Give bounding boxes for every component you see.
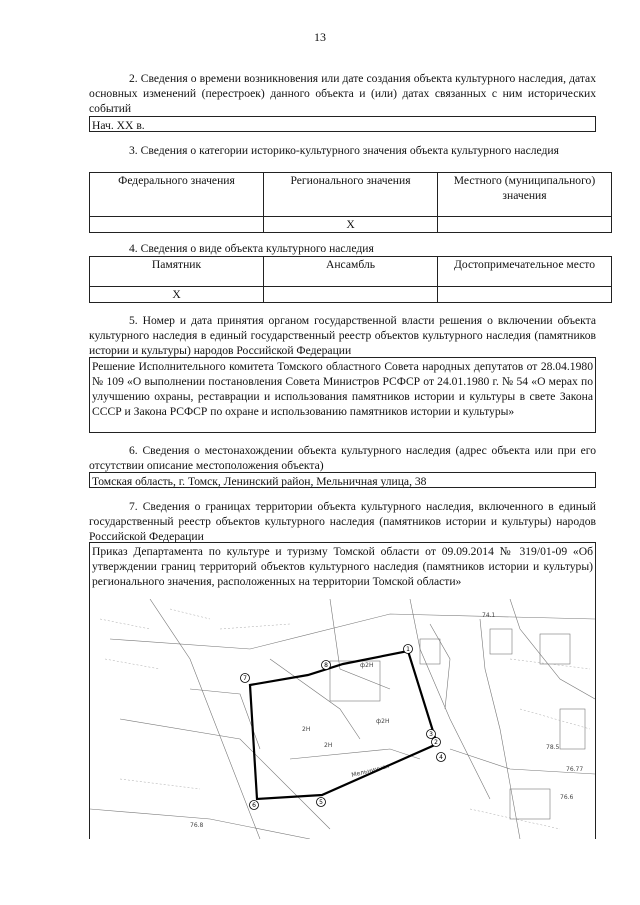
svg-text:4: 4 <box>439 754 443 761</box>
section-5-heading: 5. Номер и дата принятия органом государственной власти решения о включении объекта культурного наследия в единый государственный реестр объектов культурного наследия (памятников истории и культуры) народов Российской Федерации <box>89 314 596 357</box>
val-ensemble <box>264 287 438 303</box>
boundary-point-3 <box>427 730 436 739</box>
map-label-h: 76.6 <box>560 794 574 801</box>
section-3-table <box>89 172 612 233</box>
svg-text:5: 5 <box>319 799 323 806</box>
section-6-heading: 6. Сведения о местонахождении объекта культурного наследия (адрес объекта или при его отсутствии описание местоположения объекта) <box>89 444 596 472</box>
col-landmark: Достопримечательное место <box>438 257 612 287</box>
section-7-heading: 7. Сведения о границах территории объекта культурного наследия, включенного в единый государственный реестр объектов культурного наследия (памятников истории и культуры) народов Российской Федерации <box>89 500 596 543</box>
svg-text:3: 3 <box>429 731 433 738</box>
boundary-point-6 <box>250 801 259 810</box>
col-monument: Памятник <box>90 257 264 287</box>
section-2-heading: 2. Сведения о времени возникновения или дате создания объекта культурного наследия, датах основных изменений (перестроек) данного объекта и (или) датах связанных с ним исторических событий <box>89 72 596 115</box>
val-landmark <box>438 287 612 303</box>
map-label-d: ф2Н <box>360 662 374 669</box>
boundary-point-8 <box>322 661 331 670</box>
svg-text:1: 1 <box>406 646 410 653</box>
boundary-point-4 <box>437 753 446 762</box>
svg-text:2: 2 <box>434 739 438 746</box>
val-local <box>438 217 612 233</box>
map-label-g: 76.77 <box>566 766 584 773</box>
map-label-f: 78.5 <box>546 744 560 751</box>
val-monument: Х <box>90 287 264 303</box>
map-hatching <box>100 609 590 829</box>
svg-text:8: 8 <box>324 662 328 669</box>
section-2-value: Нач. XX в. <box>89 116 596 132</box>
section-3-heading: 3. Сведения о категории историко-культурного значения объекта культурного наследия <box>129 144 559 157</box>
svg-text:7: 7 <box>243 675 247 682</box>
section-4-table <box>89 256 612 303</box>
map-label-i: 76.8 <box>190 822 204 829</box>
col-federal: Федерального значения <box>90 173 264 217</box>
map-label-b: 2Н <box>324 742 333 749</box>
val-regional: Х <box>264 217 438 233</box>
boundary-point-1 <box>404 645 413 654</box>
map-street-label: Мельничная <box>350 762 391 779</box>
col-ensemble: Ансамбль <box>264 257 438 287</box>
map-drawing <box>90 599 595 839</box>
boundary-point-7 <box>241 674 250 683</box>
map-label-a: 2Н <box>302 726 311 733</box>
map-background-lines <box>90 599 595 839</box>
boundary-map <box>89 599 596 839</box>
col-local: Местного (муниципального) значения <box>438 173 612 217</box>
boundary-point-5 <box>317 798 326 807</box>
boundary-point-2 <box>432 738 441 747</box>
section-4-heading: 4. Сведения о виде объекта культурного наследия <box>129 242 374 255</box>
section-5-value: Решение Исполнительного комитета Томского областного Совета народных депутатов от 28.04.1980 № 109 «О выполнении постановления Совета Министров РСФСР от 24.01.1980 г. № 54 «О мерах по улучшению охраны, реставрации и использования памятников истории и культуры в свете Закона СССР и Закона РСФСР по охране и использованию памятников истории и культуры» <box>89 357 596 433</box>
svg-text:6: 6 <box>252 802 256 809</box>
col-regional: Регионального значения <box>264 173 438 217</box>
page-number: 13 <box>314 30 326 44</box>
section-6-value: Томская область, г. Томск, Ленинский район, Мельничная улица, 38 <box>89 472 596 488</box>
section-7-value: Приказ Департамента по культуре и туризму Томской области от 09.09.2014 № 319/01-09 «Об утверждении границ территорий объектов культурного наследия (памятников истории и культуры) регионального значения, расположенных на территории Томской области» <box>89 542 596 600</box>
val-federal <box>90 217 264 233</box>
map-label-e: 74.1 <box>482 612 496 619</box>
map-label-c: ф2Н <box>376 718 390 725</box>
